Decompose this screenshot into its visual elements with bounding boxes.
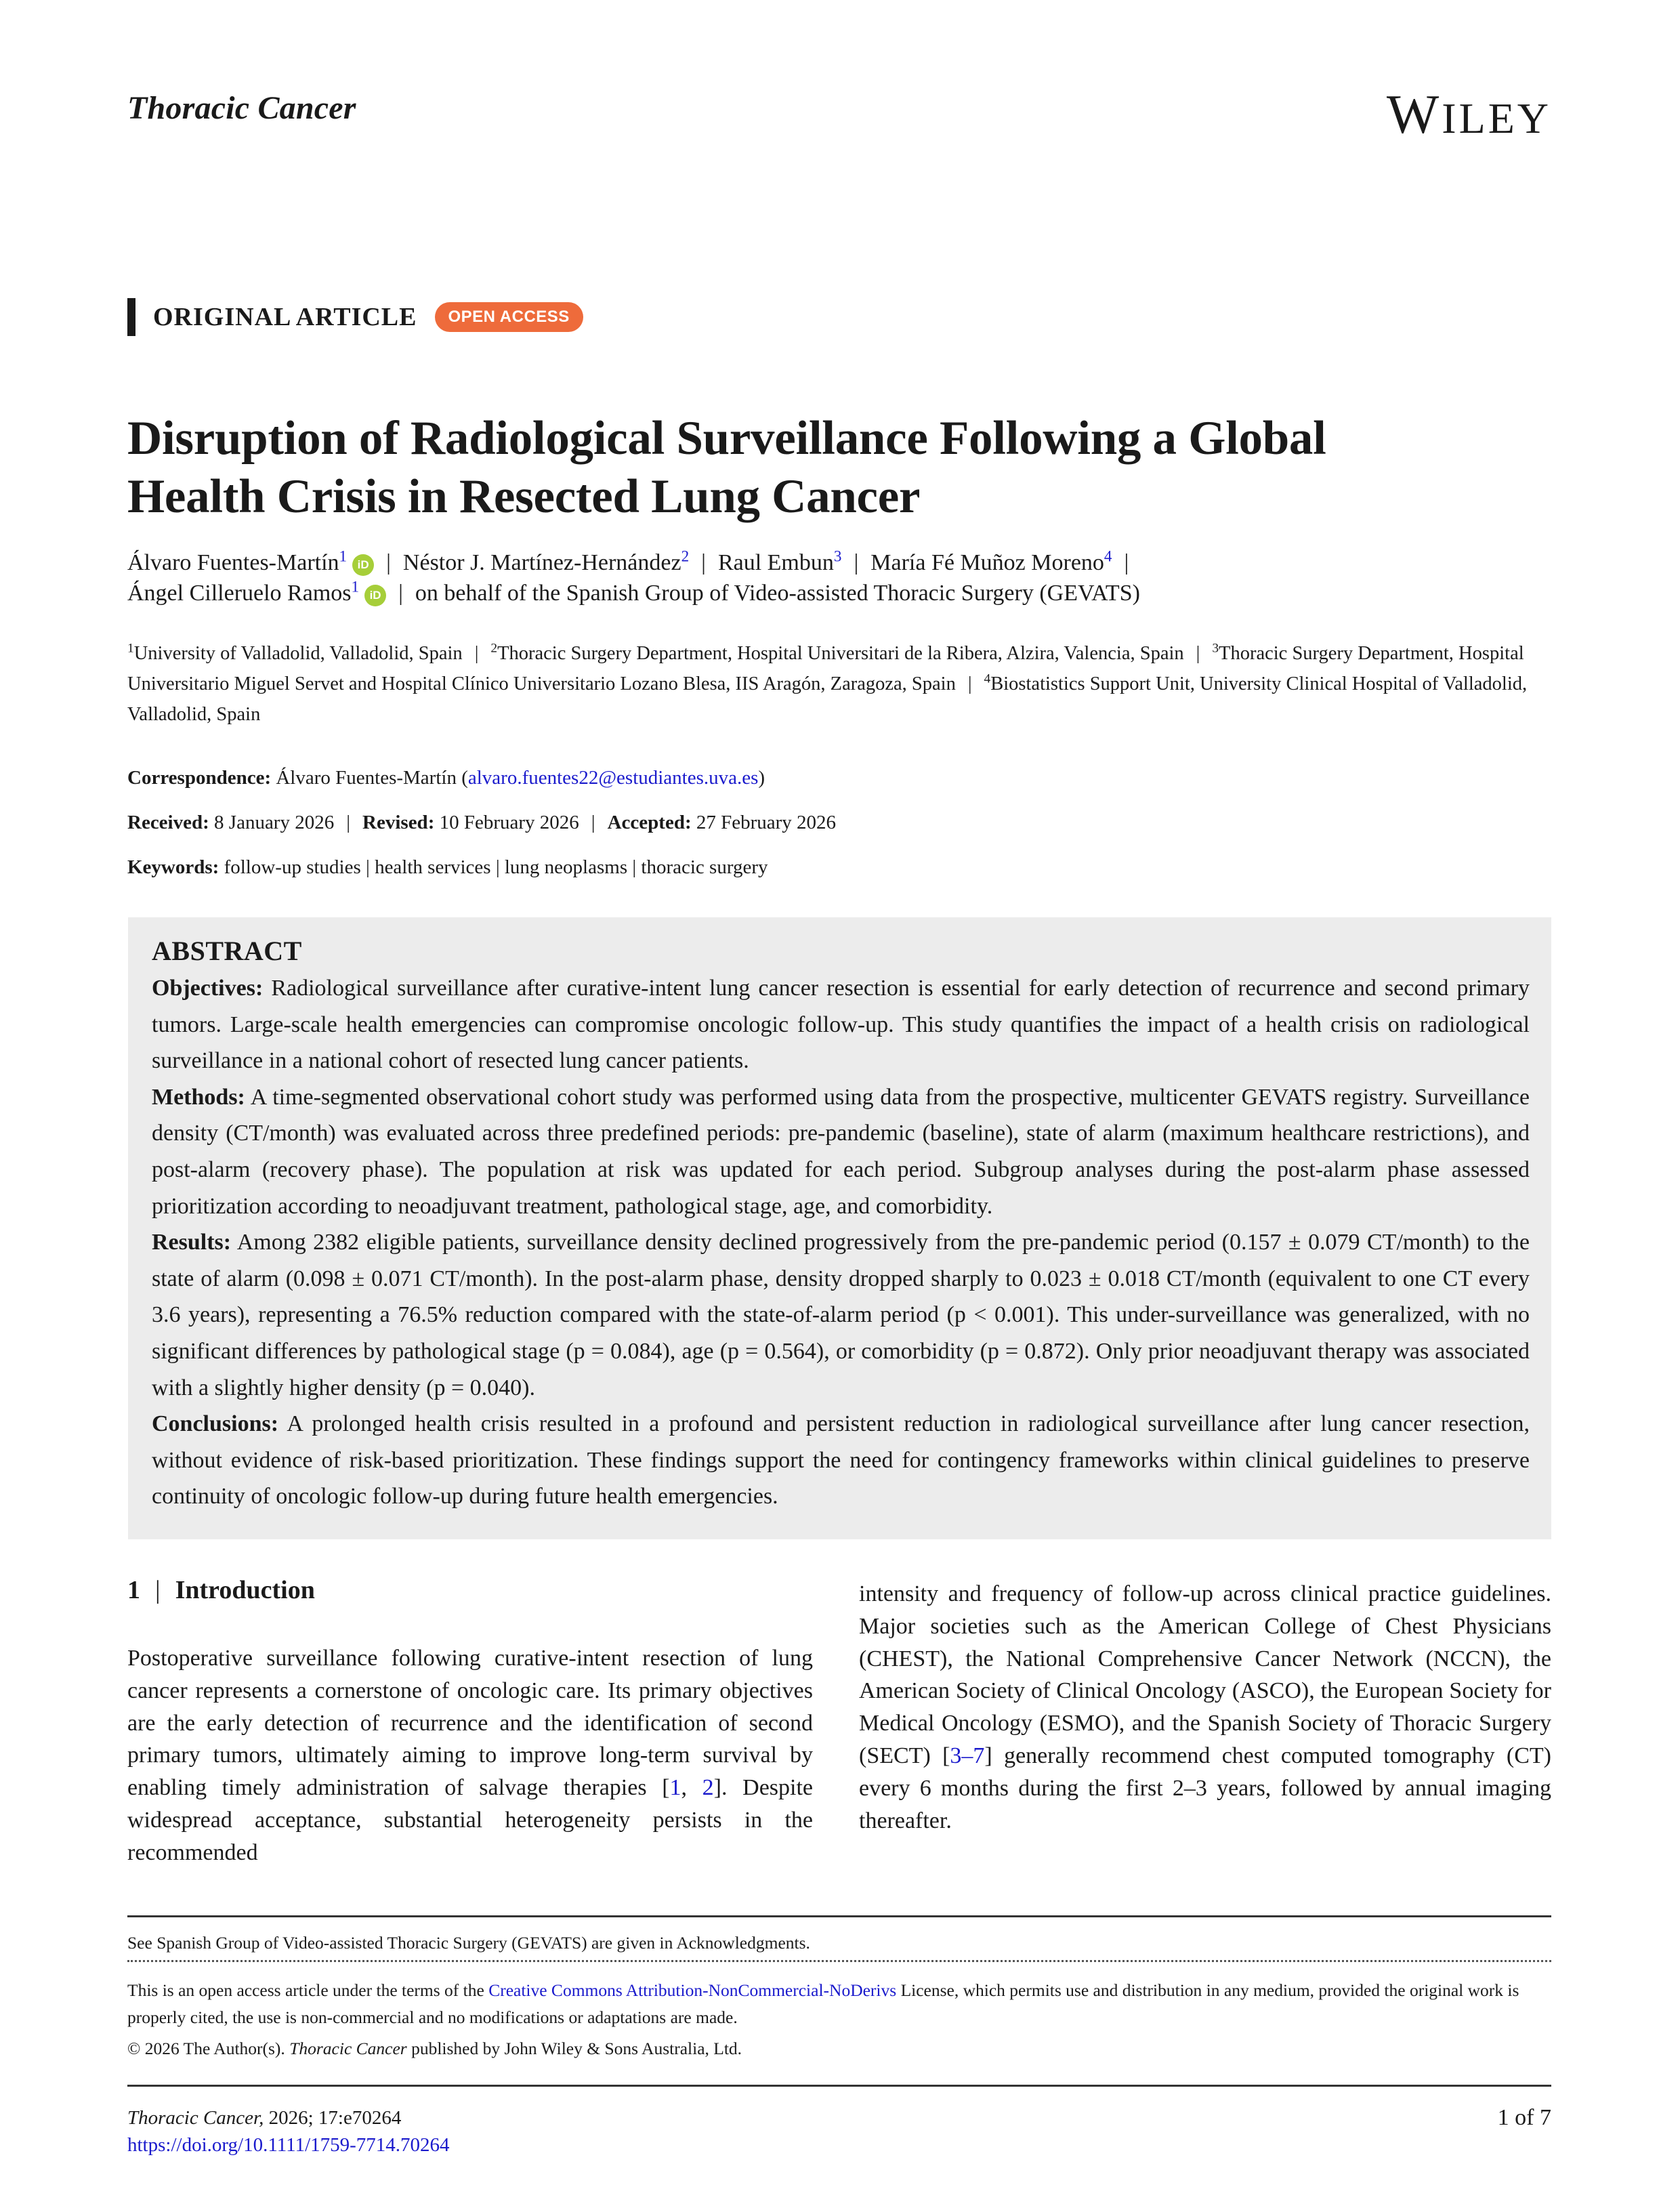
paragraph-text: Postoperative surveillance following curative-intent resection of lung cancer represents a cornerstone of oncologic care. Its primary objectives are the early detection of recurrence and the identification of second primary tumors, ultimately aiming to improve long-term survival by enabling timely administration of salvage therapies [ — [127, 1646, 813, 1801]
methods-text: A time-segmented observational cohort study was performed using data from the prospective, multicenter GEVATS registry. Surveillance density (CT/month) was evaluated across three predefined periods: pre-pandemic (baseline), state of alarm (maximum healthcare restrictions), and post-alarm (recovery phase). The population at risk was updated for each period. Subgroup analyses during the post-alarm phase assessed prioritization according to neoadjuvant treatment, pathological stage, age, and comorbidity. — [152, 1084, 1530, 1219]
affiliation-marker[interactable]: 1 — [339, 547, 348, 566]
section-title: Introduction — [175, 1576, 315, 1604]
publisher-logo-rest: ILEY — [1442, 94, 1551, 142]
license-text: This is an open access article under the terms of the — [127, 1980, 489, 2000]
body-column-right — [859, 1578, 1551, 1837]
abstract-results — [152, 1224, 1530, 1406]
author-name[interactable]: Néstor J. Martínez-Hernández — [402, 550, 681, 575]
accepted-label: Accepted: — [607, 812, 692, 833]
copyright-text: © 2026 The Author(s). — [127, 2039, 290, 2058]
results-label: Results: — [152, 1230, 232, 1255]
affiliation-text: Biostatistics Support Unit, University Clinical Hospital of Valladolid, Valladolid, Spain — [127, 673, 1528, 725]
section-number: 1 — [127, 1576, 140, 1604]
affiliation-text: Thoracic Surgery Department, Hospital Universitari de la Ribera, Alzira, Valencia, Spain — [497, 643, 1184, 664]
footer-citation — [127, 2104, 401, 2131]
affiliation-marker[interactable]: 1 — [351, 578, 360, 596]
group-author: on behalf of the Spanish Group of Video-assisted Thoracic Surgery (GEVATS) — [415, 581, 1140, 606]
abstract-objectives — [152, 970, 1530, 1079]
objectives-label: Objectives: — [152, 976, 264, 1001]
author-name[interactable]: María Fé Muñoz Moreno — [870, 550, 1104, 575]
affiliations — [127, 638, 1557, 730]
page-number: 1 of 7 — [1497, 2105, 1551, 2130]
objectives-text: Radiological surveillance after curative-intent lung cancer resection is essential for early detection of recurrence and second primary tumors. Large-scale health emergencies can compromise oncologic follow-up. This study quantifies the impact of a health crisis on radiological surveillance in a national cohort of resected lung cancer patients. — [152, 976, 1530, 1074]
author-separator: | — [854, 550, 859, 575]
article-dates — [127, 809, 836, 836]
doi-link[interactable]: https://doi.org/10.1111/1759-7714.70264 — [127, 2134, 450, 2156]
footnote-divider — [127, 1915, 1551, 1917]
author-name[interactable]: Ángel Cilleruelo Ramos — [127, 581, 352, 606]
orcid-icon[interactable]: iD — [352, 554, 374, 576]
orcid-icon[interactable]: iD — [364, 585, 386, 606]
article-title-line-1: Disruption of Radiological Surveillance Following a Global — [127, 412, 1326, 465]
citation-link[interactable]: 1 — [669, 1775, 681, 1801]
copyright-journal: Thoracic Cancer — [289, 2039, 407, 2058]
author-separator: | — [1124, 550, 1129, 575]
revised-date: 10 February 2026 — [439, 812, 579, 833]
footer-volume: 2026; 17:e70264 — [264, 2107, 402, 2129]
affiliation-number: 3 — [1212, 641, 1219, 656]
received-date: 8 January 2026 — [214, 812, 335, 833]
keywords-label: Keywords: — [127, 856, 219, 878]
license-link[interactable]: Creative Commons Attribution-NonCommercial-NoDerivs — [488, 1980, 897, 2000]
paragraph-text: ] generally recommend chest computed tomography (CT) every 6 months during the first 2–3 years, followed by annual imaging thereafter. — [859, 1743, 1551, 1833]
section-heading-introduction — [127, 1575, 315, 1605]
license-note — [127, 1977, 1551, 2031]
article-type-label: ORIGINAL ARTICLE — [153, 303, 417, 331]
affiliation-marker[interactable]: 3 — [833, 547, 842, 566]
author-line-1 — [127, 547, 1557, 578]
footer-journal-name: Thoracic Cancer, — [127, 2107, 264, 2129]
author-list — [127, 547, 1557, 608]
correspondence-email-link[interactable]: alvaro.fuentes22@estudiantes.uva.es — [467, 767, 759, 789]
affiliation-marker[interactable]: 4 — [1104, 547, 1112, 566]
keywords — [127, 854, 768, 881]
correspondence: Correspondence: Álvaro Fuentes-Martín (alvaro.fuentes22@estudiantes.uva.es) — [127, 767, 765, 789]
author-separator: | — [386, 550, 391, 575]
affiliation-marker[interactable]: 2 — [681, 547, 690, 566]
open-access-badge: OPEN ACCESS — [435, 302, 583, 332]
body-column-left — [127, 1642, 813, 1869]
affiliation-text: Thoracic Surgery Department, Hospital Universitario Miguel Servet and Hospital Clínico Universitario Lozano Blesa, IIS Aragón, Zaragoza, Spain — [127, 643, 1524, 694]
journal-title: Thoracic Cancer — [127, 90, 356, 126]
author-separator: | — [398, 581, 403, 606]
conclusions-label: Conclusions: — [152, 1411, 279, 1437]
footer-doi — [127, 2131, 450, 2159]
affiliation-text: University of Valladolid, Valladolid, Spain — [133, 643, 463, 664]
article-title — [127, 409, 1557, 526]
affiliation-number: 2 — [490, 641, 498, 656]
methods-label: Methods: — [152, 1084, 245, 1110]
copyright-note — [127, 2035, 1551, 2062]
author-line-2 — [127, 578, 1557, 608]
affiliation-number: 1 — [127, 641, 134, 656]
paragraph-text: ]. Despite widespread acceptance, substantial heterogeneity persists in the recommended — [127, 1775, 813, 1865]
revised-label: Revised: — [362, 812, 435, 833]
conclusions-text: A prolonged health crisis resulted in a profound and persistent reduction in radiological surveillance after lung cancer resection, without evidence of risk-based prioritization. These findings support the need for contingency frameworks within clinical guidelines to preserve continuity of oncologic follow-up during future health emergencies. — [152, 1411, 1530, 1509]
correspondence-label: Correspondence: — [127, 767, 272, 789]
author-name[interactable]: Raul Embun — [717, 550, 834, 575]
footer-divider — [127, 2085, 1551, 2087]
received-label: Received: — [127, 812, 209, 833]
abstract-body — [152, 970, 1530, 1515]
affiliation-separator: | — [474, 643, 479, 664]
footnote-dotted-divider — [127, 1960, 1551, 1962]
accepted-date: 27 February 2026 — [696, 812, 837, 833]
abstract-methods — [152, 1079, 1530, 1224]
keywords-list: follow-up studies | health services | lung neoplasms | thoracic surgery — [224, 856, 768, 878]
publisher-logo — [1386, 83, 1551, 145]
correspondence-name: Álvaro Fuentes-Martín — [276, 767, 457, 789]
license-text: License, which permits use and distribution in any medium, provided the original work is properly cited, the use is non-commercial and no modifications or adaptations are made. — [127, 1980, 1519, 2027]
affiliation-separator: | — [1196, 643, 1200, 664]
group-footnote: See Spanish Group of Video-assisted Thoracic Surgery (GEVATS) are given in Acknowledgments. — [127, 1933, 810, 1953]
citation-link[interactable]: 2 — [702, 1775, 714, 1801]
intro-paragraph-1: Postoperative surveillance following curative-intent resection of lung cancer represents a cornerstone of oncologic care. Its primary objectives are the early detection of recurrence and the identification of second primary tumors, ultimately aiming to improve long-term survival by enabling timely administration of salvage therapies [1, 2]. Despite widespread acceptance, substantial heterogeneity persists in the recommended — [127, 1646, 813, 1865]
citation-link[interactable]: 3–7 — [950, 1743, 985, 1768]
date-separator: | — [346, 812, 351, 833]
copyright-text: published by John Wiley & Sons Australia, Ltd. — [406, 2039, 742, 2058]
results-text: Among 2382 eligible patients, surveillance density declined progressively from the pre-pandemic period (0.157 ± 0.079 CT/month) to the state of alarm (0.098 ± 0.071 CT/month). In the post-alarm phase, density dropped sharply to 0.023 ± 0.018 CT/month (equivalent to one CT every 3.6 years), representing a 76.5% reduction compared with the state-of-alarm period (p < 0.001). This under-surveillance was generalized, with no significant differences by pathological stage (p = 0.084), age (p = 0.564), or comorbidity (p = 0.872). Only prior neoadjuvant therapy was associated with a slightly higher density (p = 0.040). — [152, 1230, 1530, 1400]
intro-paragraph-1-cont — [859, 1578, 1551, 1837]
publisher-logo-initial: W — [1386, 83, 1442, 145]
article-type-row — [127, 298, 583, 336]
paragraph-text: intensity and frequency of follow-up across clinical practice guidelines. Major societies such as the American College of Chest Physicians (CHEST), the National Comprehensive Cancer Network (NCCN), the American Society of Clinical Oncology (ASCO), the European Society for Medical Oncology (ESMO), and the Spanish Society of Thoracic Surgery (SECT) [ — [859, 1581, 1551, 1768]
abstract-heading: ABSTRACT — [152, 936, 302, 966]
date-separator: | — [591, 812, 595, 833]
author-separator: | — [701, 550, 706, 575]
article-type-bar-icon — [127, 298, 135, 336]
section-separator: | — [155, 1576, 161, 1604]
author-name[interactable]: Álvaro Fuentes-Martín — [127, 550, 339, 575]
affiliation-number: 4 — [984, 671, 991, 686]
abstract-conclusions — [152, 1406, 1530, 1515]
article-title-line-2: Health Crisis in Resected Lung Cancer — [127, 470, 921, 523]
affiliation-separator: | — [967, 673, 972, 694]
